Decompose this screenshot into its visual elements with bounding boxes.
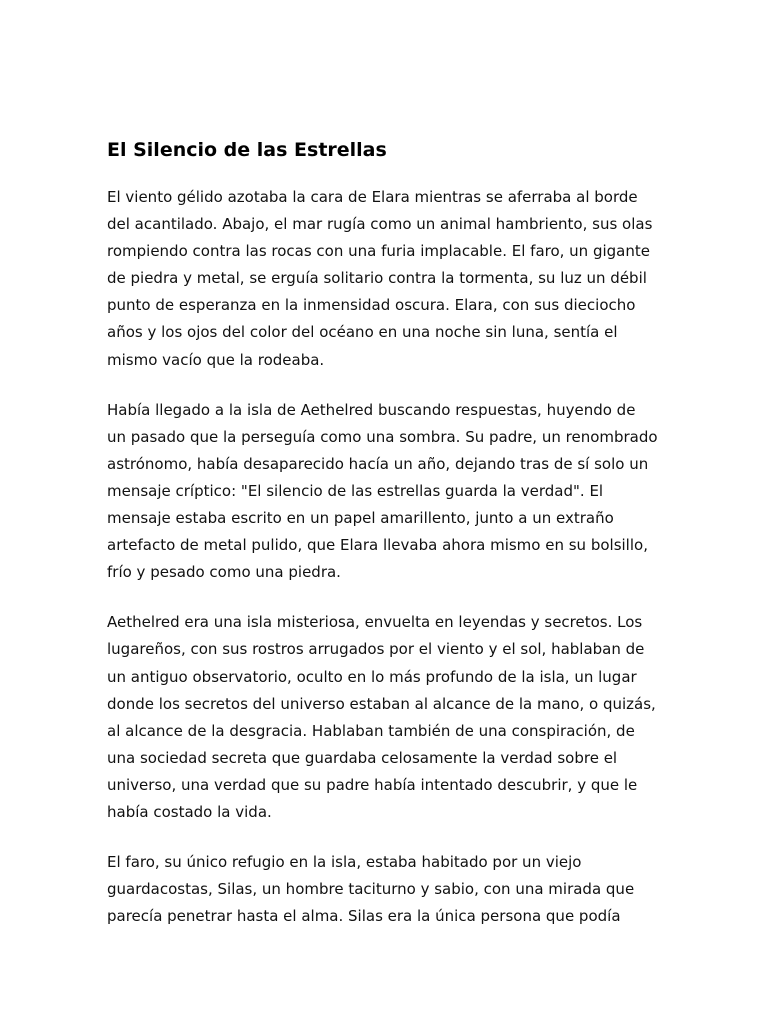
paragraph-line: lugareños, con sus rostros arrugados por el viento y el sol, hablaban de xyxy=(107,640,645,659)
paragraph-line: mensaje críptico: "El silencio de las estrellas guarda la verdad". El xyxy=(107,481,604,500)
paragraph-line: al alcance de la desgracia. Hablaban también de una conspiración, de xyxy=(107,721,635,740)
paragraph-line: guardacostas, Silas, un hombre taciturno y sabio, con una mirada que xyxy=(107,880,635,899)
paragraph-line: un pasado que la perseguía como una sombra. Su padre, un renombrado xyxy=(107,427,658,446)
document-title: El Silencio de las Estrellas xyxy=(107,139,387,161)
paragraph-line: universo, una verdad que su padre había intentado descubrir, y que le xyxy=(107,775,638,794)
paragraph-line: un antiguo observatorio, oculto en lo más profundo de la isla, un lugar xyxy=(107,667,637,686)
paragraph-line: del acantilado. Abajo, el mar rugía como un animal hambriento, sus olas xyxy=(107,215,653,234)
paragraph-1 xyxy=(107,184,667,374)
paragraph-3 xyxy=(107,609,667,826)
paragraph-4 xyxy=(107,849,667,930)
paragraph-line: donde los secretos del universo estaban al alcance de la mano, o quizás, xyxy=(107,694,656,713)
paragraph-line: astrónomo, había desaparecido hacía un año, dejando tras de sí solo un xyxy=(107,454,649,473)
paragraph-line: mensaje estaba escrito en un papel amarillento, junto a un extraño xyxy=(107,509,614,528)
paragraph-line: El faro, su único refugio en la isla, estaba habitado por un viejo xyxy=(107,853,582,872)
document-page xyxy=(107,138,667,953)
paragraph-line: El viento gélido azotaba la cara de Elara mientras se aferraba al borde xyxy=(107,188,638,206)
paragraph-line: una sociedad secreta que guardaba celosamente la verdad sobre el xyxy=(107,748,618,767)
paragraph-line: Había llegado a la isla de Aethelred buscando respuestas, huyendo de xyxy=(107,400,636,419)
paragraph-line: había costado la vida. xyxy=(107,802,272,821)
paragraph-2 xyxy=(107,397,667,587)
paragraph-line: artefacto de metal pulido, que Elara llevaba ahora mismo en su bolsillo, xyxy=(107,536,648,555)
paragraph-line: parecía penetrar hasta el alma. Silas era la única persona que podía xyxy=(107,907,621,926)
paragraph-line: años y los ojos del color del océano en una noche sin luna, sentía el xyxy=(107,323,618,342)
paragraph-line: frío y pesado como una piedra. xyxy=(107,563,341,582)
paragraph-line: rompiendo contra las rocas con una furia implacable. El faro, un gigante xyxy=(107,242,650,261)
paragraph-line: Aethelred era una isla misteriosa, envuelta en leyendas y secretos. Los xyxy=(107,613,643,632)
paragraph-line: de piedra y metal, se erguía solitario contra la tormenta, su luz un débil xyxy=(107,269,647,288)
paragraph-line: punto de esperanza en la inmensidad oscura. Elara, con sus dieciocho xyxy=(107,296,636,315)
paragraph-line: mismo vacío que la rodeaba. xyxy=(107,350,325,369)
